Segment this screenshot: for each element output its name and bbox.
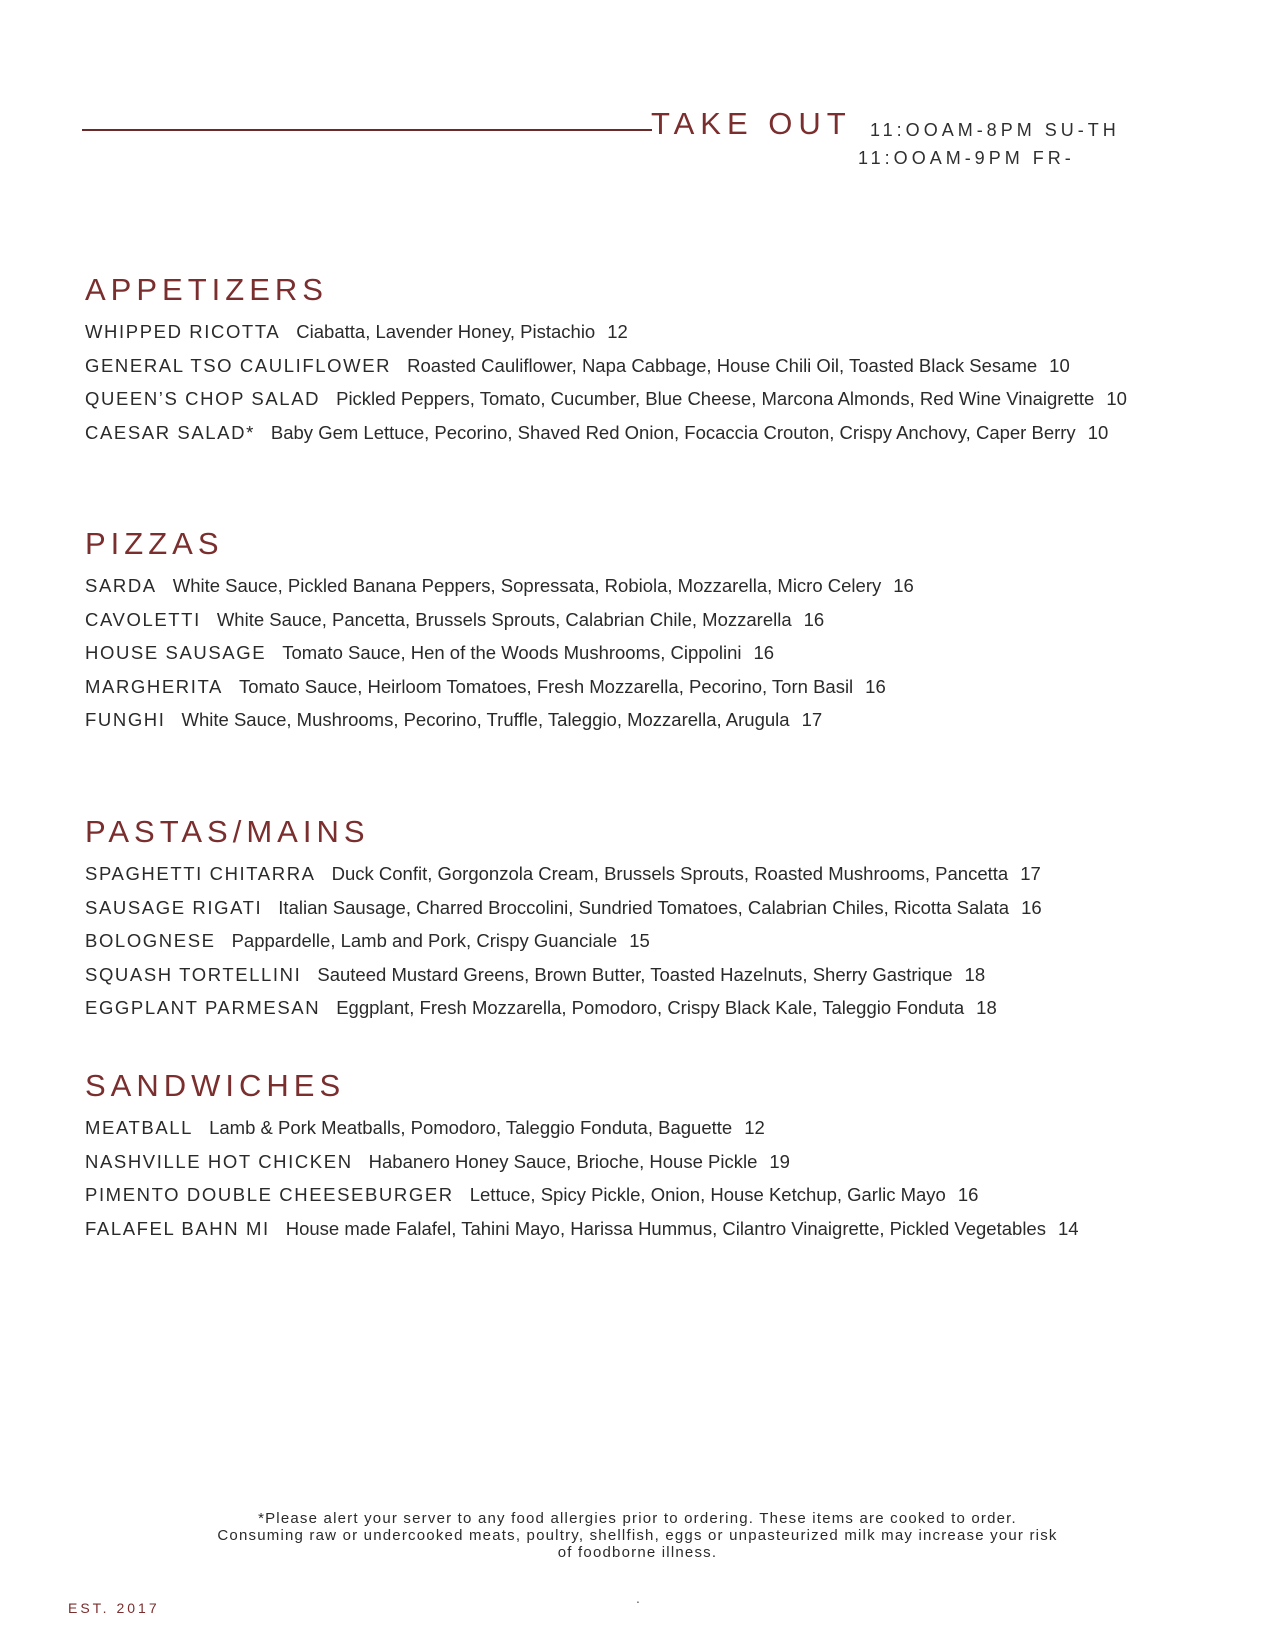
item-name: BOLOGNESE xyxy=(85,930,216,951)
item-description: Italian Sausage, Charred Broccolini, Sundried Tomatoes, Calabrian Chiles, Ricotta Salata xyxy=(278,896,1010,918)
header-rule xyxy=(82,129,652,131)
menu-item xyxy=(85,636,1235,670)
menu-item xyxy=(85,603,1235,637)
item-price: 18 xyxy=(964,963,986,985)
hours-line-weekday: 11:OOAM-8PM SU-TH xyxy=(870,120,1120,140)
item-description: House made Falafel, Tahini Mayo, Harissa Hummus, Cilantro Vinaigrette, Pickled Vegetables xyxy=(285,1217,1046,1239)
disclaimer-line: of foodborne illness. xyxy=(557,1544,718,1561)
item-description: Tomato Sauce, Heirloom Tomatoes, Fresh Mozzarella, Pecorino, Torn Basil xyxy=(238,675,854,697)
section-title-appetizers: APPETIZERS xyxy=(85,272,328,307)
pizzas-list xyxy=(85,569,1235,737)
menu-item xyxy=(85,1145,1235,1179)
item-description: Pappardelle, Lamb and Pork, Crispy Guanciale xyxy=(231,930,618,951)
item-description: White Sauce, Pickled Banana Peppers, Sopressata, Robiola, Mozzarella, Micro Celery xyxy=(172,575,882,596)
item-description: Pickled Peppers, Tomato, Cucumber, Blue Cheese, Marcona Almonds, Red Wine Vinaigrette xyxy=(336,388,1095,409)
menu-item xyxy=(85,315,1235,349)
menu-item xyxy=(85,1178,1235,1212)
item-name: WHIPPED RICOTTA xyxy=(85,321,281,342)
item-description: Habanero Honey Sauce, Brioche, House Pickle xyxy=(368,1150,758,1172)
item-price: 12 xyxy=(744,1117,765,1138)
item-name: CAVOLETTI xyxy=(85,608,201,630)
item-description: Ciabatta, Lavender Honey, Pistachio xyxy=(296,321,596,342)
item-price: 14 xyxy=(1057,1217,1079,1239)
item-price: 10 xyxy=(1049,354,1070,376)
disclaimer-line: *Please alert your server to any food allergies prior to ordering. These items are cooked to order. xyxy=(258,1510,1017,1527)
menu-item xyxy=(85,670,1235,704)
menu-item xyxy=(85,1212,1235,1246)
menu-item xyxy=(85,349,1235,383)
item-name: EGGPLANT PARMESAN xyxy=(85,997,321,1018)
item-name: HOUSE SAUSAGE xyxy=(85,642,267,663)
item-name: MARGHERITA xyxy=(85,675,223,697)
established-label: EST. 2017 xyxy=(68,1600,160,1616)
item-name: SARDA xyxy=(85,575,157,596)
item-description: White Sauce, Mushrooms, Pecorino, Truffle, Taleggio, Mozzarella, Arugula xyxy=(181,709,790,730)
section-title-sandwiches: SANDWICHES xyxy=(85,1068,346,1103)
menu-item xyxy=(85,416,1235,450)
item-name: SQUASH TORTELLINI xyxy=(85,963,302,985)
item-price: 17 xyxy=(1020,863,1041,884)
item-price: 16 xyxy=(957,1184,979,1205)
item-description: Roasted Cauliflower, Napa Cabbage, House Chili Oil, Toasted Black Sesame xyxy=(407,354,1038,376)
item-price: 10 xyxy=(1087,421,1109,443)
menu-item xyxy=(85,891,1235,925)
section-title-pastas-mains: PASTAS/MAINS xyxy=(85,814,370,849)
item-name: FALAFEL BAHN MI xyxy=(85,1217,270,1239)
item-name: GENERAL TSO CAULIFLOWER xyxy=(85,354,392,376)
header-title: TAKE OUT xyxy=(651,106,852,141)
section-pastas-mains xyxy=(85,812,1235,1025)
item-price: 18 xyxy=(976,997,997,1018)
item-name: CAESAR SALAD* xyxy=(85,421,255,443)
item-description: Eggplant, Fresh Mozzarella, Pomodoro, Crispy Black Kale, Taleggio Fonduta xyxy=(336,997,965,1018)
item-name: QUEEN’S CHOP SALAD xyxy=(85,388,321,409)
item-price: 16 xyxy=(753,642,775,663)
menu-item xyxy=(85,924,1235,958)
section-appetizers xyxy=(85,270,1235,449)
menu-item xyxy=(85,958,1235,992)
item-description: Sauteed Mustard Greens, Brown Butter, Toasted Hazelnuts, Sherry Gastrique xyxy=(317,963,953,985)
disclaimer-line: Consuming raw or undercooked meats, poultry, shellfish, eggs or unpasteurized milk may increase your risk xyxy=(217,1527,1058,1544)
item-name: SPAGHETTI CHITARRA xyxy=(85,863,316,884)
item-description: Duck Confit, Gorgonzola Cream, Brussels Sprouts, Roasted Mushrooms, Pancetta xyxy=(331,863,1009,884)
item-price: 16 xyxy=(893,575,914,596)
hours-line-weekend: 11:OOAM-9PM FR- xyxy=(858,148,1075,168)
item-description: White Sauce, Pancetta, Brussels Sprouts, Calabrian Chile, Mozzarella xyxy=(216,608,792,630)
item-price: 16 xyxy=(1021,896,1042,918)
section-title-pizzas: PIZZAS xyxy=(85,526,224,561)
item-price: 12 xyxy=(607,321,628,342)
allergy-disclaimer xyxy=(140,1510,1135,1561)
item-name: NASHVILLE HOT CHICKEN xyxy=(85,1150,353,1172)
pastas-list xyxy=(85,857,1235,1025)
item-description: Lettuce, Spicy Pickle, Onion, House Ketchup, Garlic Mayo xyxy=(469,1184,946,1205)
item-name: SAUSAGE RIGATI xyxy=(85,896,263,918)
section-pizzas xyxy=(85,524,1235,737)
item-price: 16 xyxy=(865,675,886,697)
sandwiches-list xyxy=(85,1111,1235,1245)
section-sandwiches xyxy=(85,1066,1235,1245)
item-price: 10 xyxy=(1106,388,1127,409)
menu-item xyxy=(85,991,1235,1025)
item-price: 16 xyxy=(803,608,825,630)
item-name: MEATBALL xyxy=(85,1117,194,1138)
item-price: 19 xyxy=(769,1150,790,1172)
item-name: FUNGHI xyxy=(85,709,166,730)
footer-dot: . xyxy=(636,1590,640,1606)
item-description: Lamb & Pork Meatballs, Pomodoro, Taleggio Fonduta, Baguette xyxy=(209,1117,733,1138)
menu-item xyxy=(85,1111,1235,1145)
appetizers-list xyxy=(85,315,1235,449)
item-description: Baby Gem Lettuce, Pecorino, Shaved Red Onion, Focaccia Crouton, Crispy Anchovy, Caper Berry xyxy=(270,421,1076,443)
menu-item xyxy=(85,382,1235,416)
item-price: 17 xyxy=(801,709,823,730)
menu-item xyxy=(85,703,1235,737)
item-price: 15 xyxy=(629,930,650,951)
item-name: PIMENTO DOUBLE CHEESEBURGER xyxy=(85,1184,454,1205)
menu-item xyxy=(85,857,1235,891)
item-description: Tomato Sauce, Hen of the Woods Mushrooms, Cippolini xyxy=(282,642,742,663)
menu-item xyxy=(85,569,1235,603)
